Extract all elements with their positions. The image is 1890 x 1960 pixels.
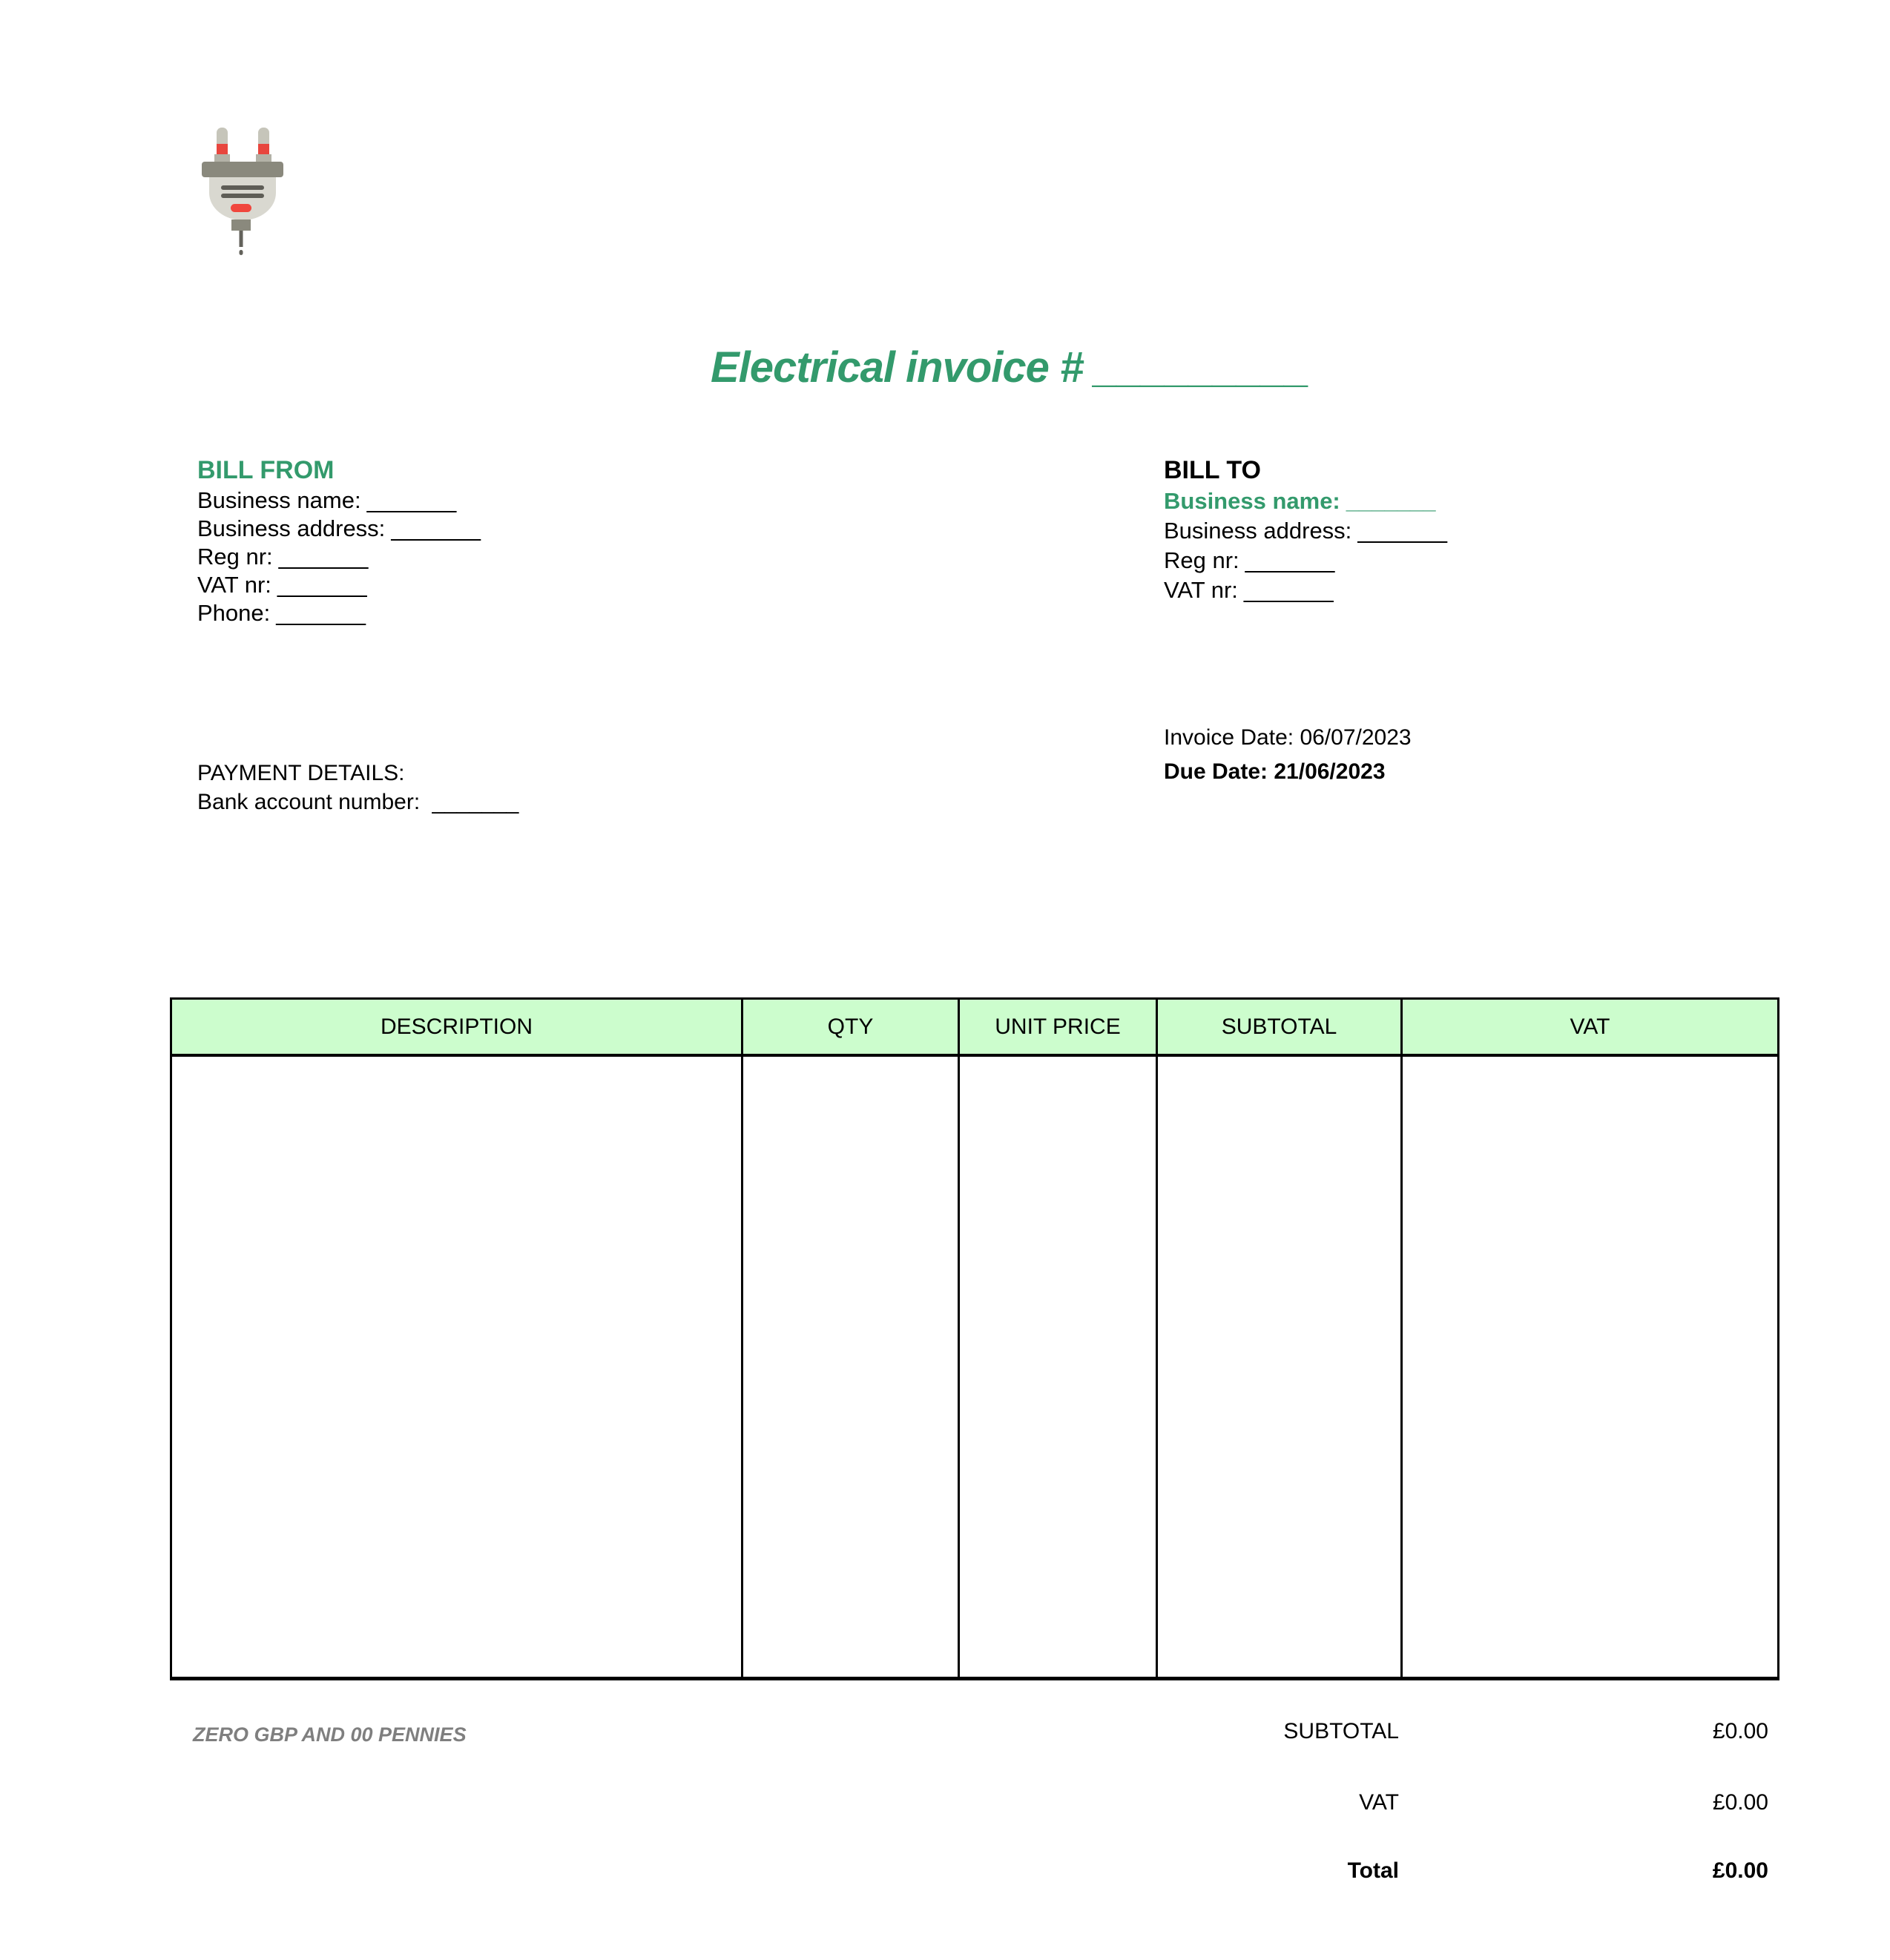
total-value: £0.00 [1712, 1858, 1768, 1883]
field-blank: _______ [278, 544, 369, 570]
vat-value: £0.00 [1712, 1790, 1768, 1815]
amount-in-words: ZERO GBP AND 00 PENNIES [193, 1723, 467, 1746]
dates-section [1164, 721, 1412, 789]
column-header-description: DESCRIPTION [172, 1000, 743, 1057]
page-title-text: Electrical invoice # [711, 343, 1084, 392]
field-blank: _______ [1243, 577, 1334, 603]
bill-from-phone: Phone: _______ [197, 600, 366, 626]
items-table [170, 997, 1779, 1680]
due-date-value: 21/06/2023 [1274, 759, 1386, 784]
bill-from-business-name: Business name: _______ [197, 487, 457, 513]
bill-to-section [1164, 454, 1447, 605]
bill-from-section [197, 454, 481, 627]
bill-to-business-address: Business address: _______ [1164, 518, 1447, 544]
field-blank: _______ [366, 487, 457, 513]
bill-from-business-address: Business address: _______ [197, 515, 481, 541]
payment-details-section [197, 759, 518, 816]
subtotal-label: SUBTOTAL [1283, 1719, 1399, 1743]
body-cell-qty [743, 1057, 960, 1677]
body-cell-description [172, 1057, 743, 1677]
bank-account-row: Bank account number: _______ [197, 790, 519, 814]
field-blank: _______ [432, 790, 519, 814]
page-title [711, 343, 1310, 392]
invoice-date-value: 06/07/2023 [1300, 725, 1412, 750]
body-cell-subtotal [1158, 1057, 1403, 1677]
column-header-vat: VAT [1403, 1000, 1777, 1057]
column-header-subtotal: SUBTOTAL [1158, 1000, 1403, 1057]
electrical-plug-icon [191, 122, 286, 255]
bill-to-vat-nr: VAT nr: _______ [1164, 577, 1334, 603]
field-blank: _______ [1245, 547, 1335, 573]
bill-to-reg-nr: Reg nr: _______ [1164, 547, 1335, 573]
subtotal-value: £0.00 [1712, 1719, 1768, 1743]
bill-to-heading: BILL TO [1164, 456, 1261, 484]
due-date-row [1164, 755, 1412, 789]
field-blank: _______ [391, 515, 481, 541]
field-blank: _______ [276, 600, 366, 626]
due-date-label: Due Date: [1164, 759, 1274, 784]
invoice-date-label: Invoice Date: [1164, 725, 1300, 750]
column-header-qty: QTY [743, 1000, 960, 1057]
body-cell-vat [1403, 1057, 1777, 1677]
field-blank: _______ [1357, 518, 1447, 544]
bill-to-business-name: Business name: _______ [1164, 488, 1436, 514]
vat-label: VAT [1359, 1790, 1399, 1815]
column-header-unit-price: UNIT PRICE [960, 1000, 1158, 1057]
invoice-number-blank: _________ [1094, 343, 1310, 392]
payment-details-heading: PAYMENT DETAILS: [197, 761, 405, 785]
invoice-date-row [1164, 721, 1412, 755]
items-table-body [172, 1057, 1777, 1677]
field-blank: _______ [277, 572, 367, 598]
field-blank: _______ [1346, 488, 1436, 514]
bill-from-heading: BILL FROM [197, 456, 335, 484]
bill-from-reg-nr: Reg nr: _______ [197, 544, 369, 570]
body-cell-unit-price [960, 1057, 1158, 1677]
bill-from-vat-nr: VAT nr: _______ [197, 572, 367, 598]
total-label: Total [1347, 1858, 1399, 1883]
items-table-header [172, 1000, 1777, 1057]
